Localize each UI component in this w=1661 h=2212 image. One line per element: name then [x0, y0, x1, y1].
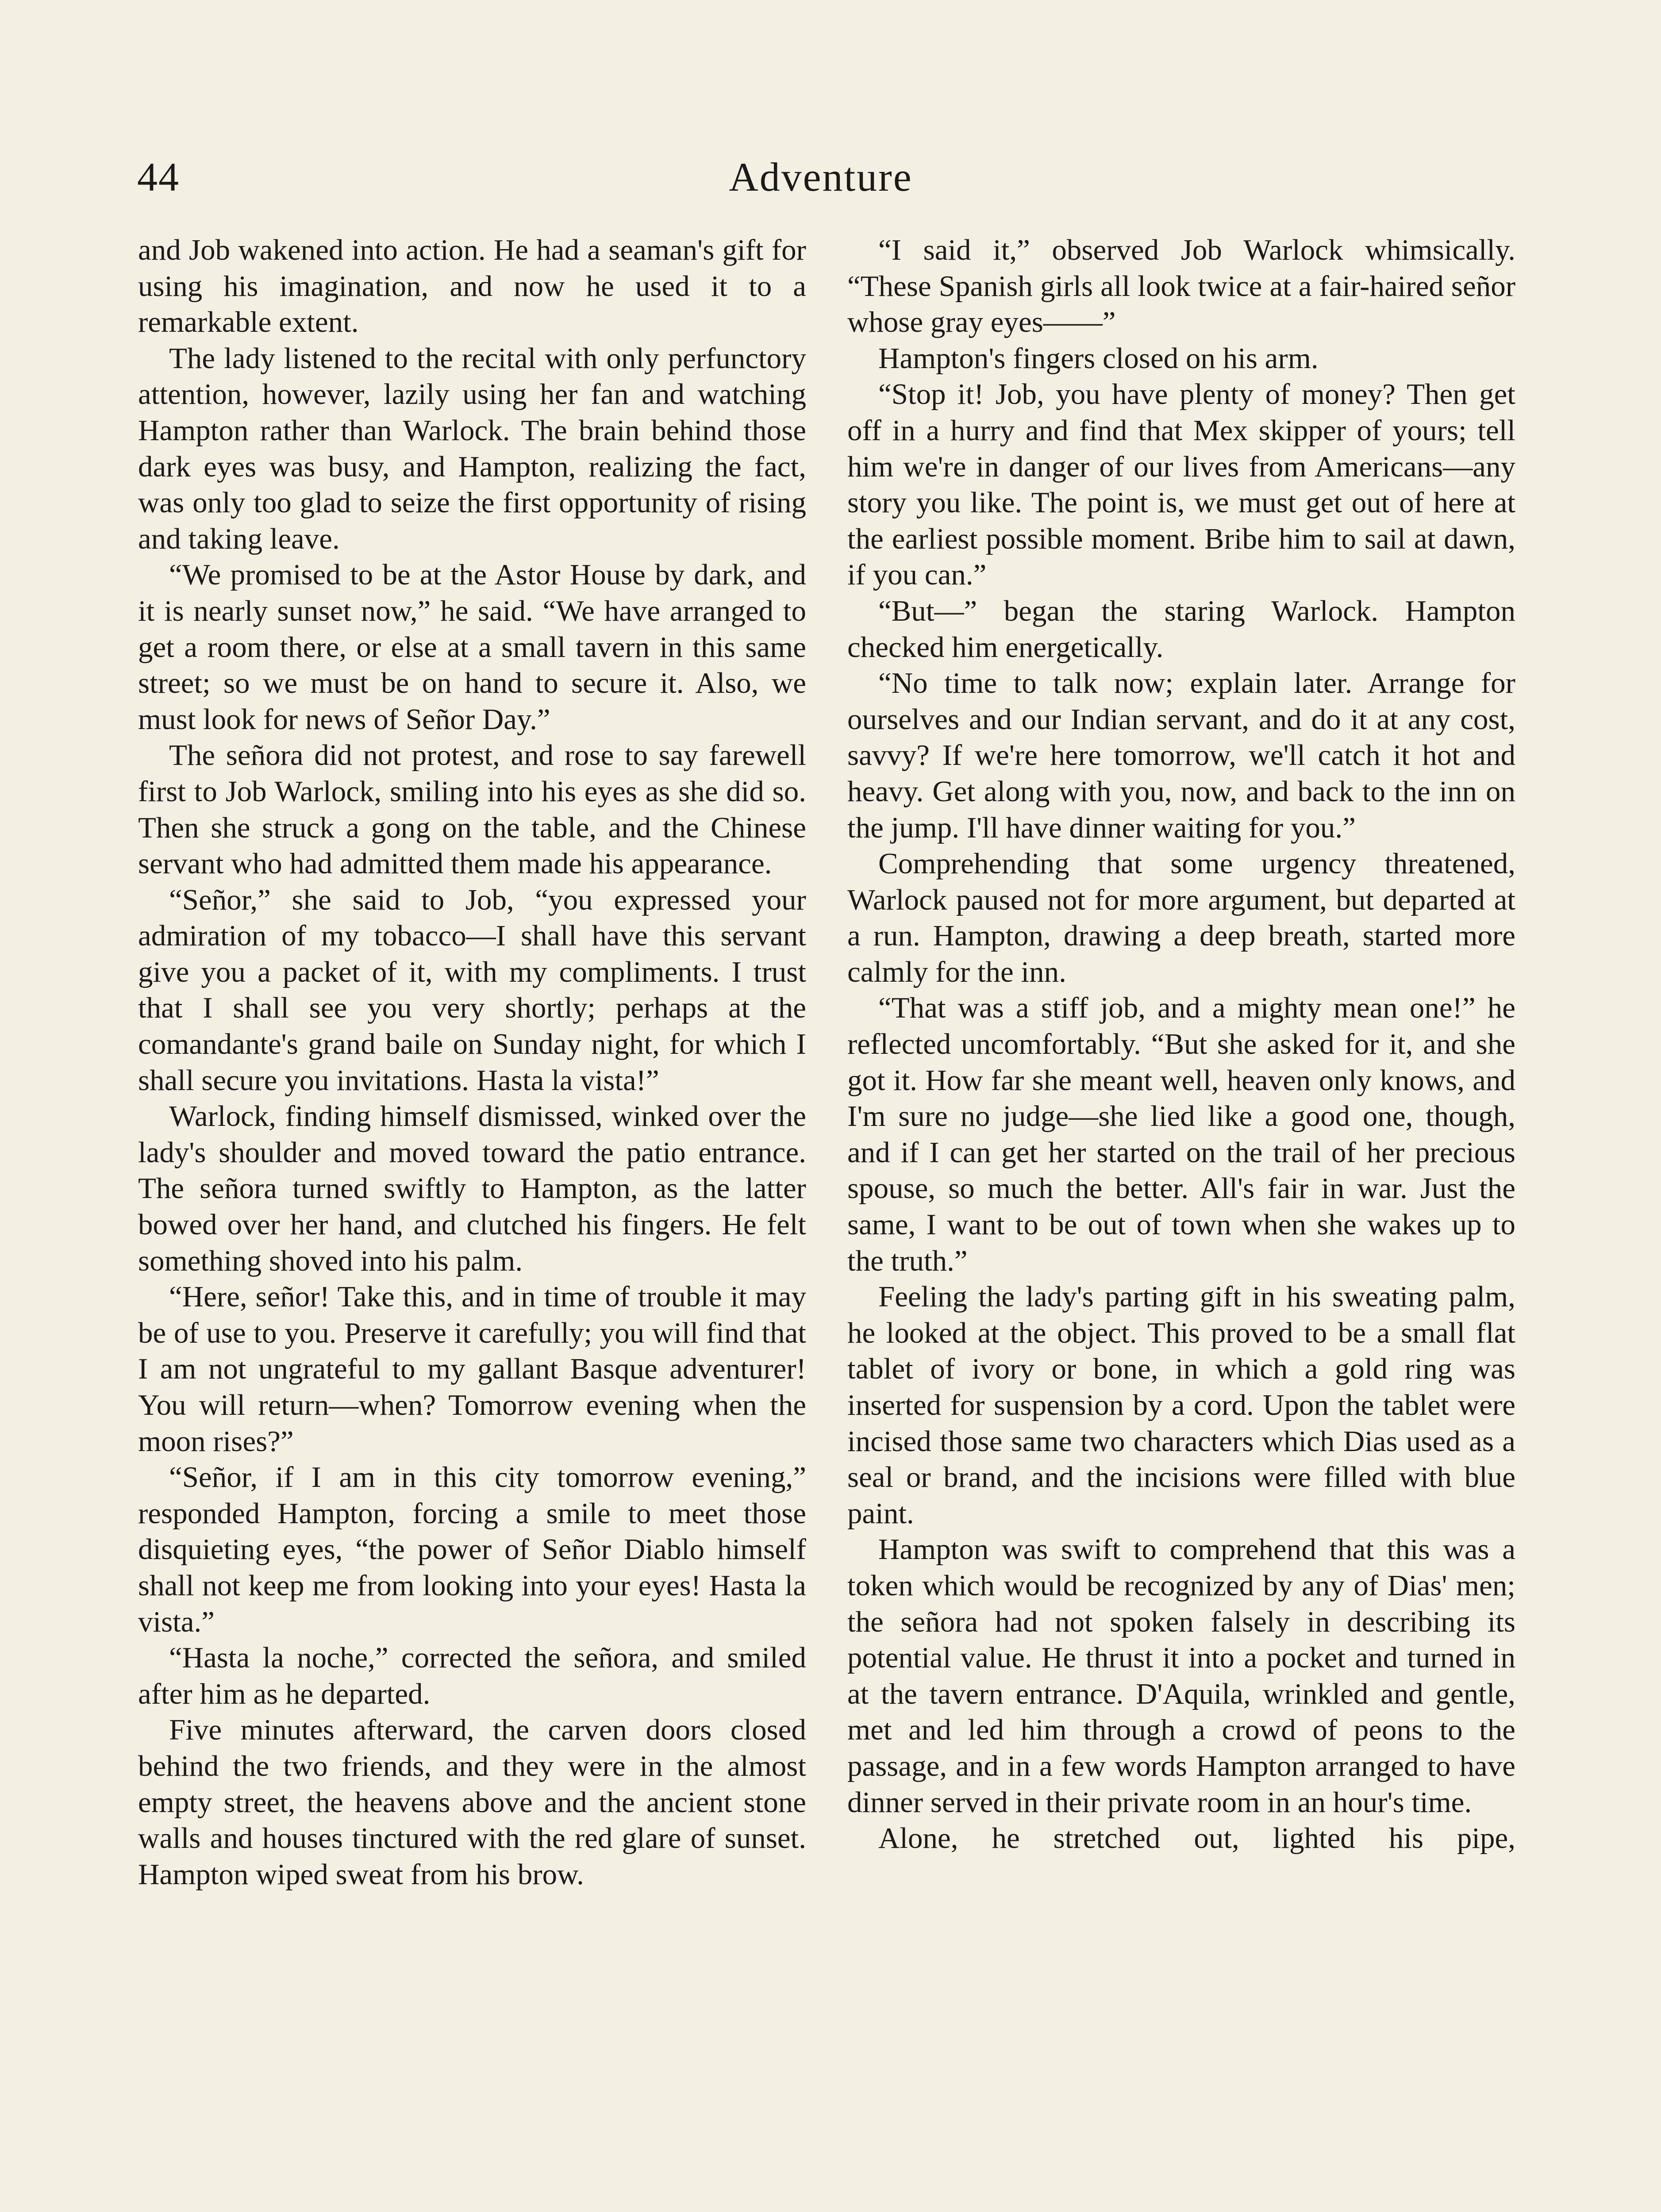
paragraph: “That was a stiff job, and a mighty mean one!” he reflected uncomfortably. “But she asked for it, and she got it. How far she meant well, heaven only knows, and I'm sure no judge—she lied like a good one, though, and if I can get her started on the trail of her precious spouse, so much the better. All's fair in war. Just the same, I want to be out of town when she wakes up to the truth.” [847, 991, 1515, 1277]
right-column [847, 232, 1515, 2212]
paragraph: Hampton was swift to comprehend that this was a token which would be recognized by any of Dias' men; the señora had not spoken falsely in describing its potential value. He thrust it into a pocket and turned in at the tavern entrance. D'Aquila, wrinkled and gentle, met and led him through a crowd of peons to the passage, and in a few words Hampton arranged to have dinner served in their private room in an hour's time. [847, 1533, 1515, 1819]
paragraph: Five minutes afterward, the carven doors closed behind the two friends, and they were in the almost empty street, the heavens above and the ancient stone walls and houses tinctured with the red glare of sunset. Hampton wiped sweat from his brow. [138, 1713, 806, 1891]
paragraph: “We promised to be at the Astor House by dark, and it is nearly sunset now,” he said. “We have arranged to get a room there, or else at a small tavern in this same street; so we must be on hand to secure it. Also, we must look for news of Señor Day.” [138, 558, 806, 736]
paragraph: The lady listened to the recital with only perfunctory attention, however, lazily using her fan and watching Hampton rather than Warlock. The brain behind those dark eyes was busy, and Hampton, realizing the fact, was only too glad to seize the first opportunity of rising and taking leave. [138, 342, 806, 555]
left-column [138, 232, 806, 2212]
paragraph: “Señor,” she said to Job, “you expressed your admiration of my tobacco—I shall have this servant give you a packet of it, with my compliments. I trust that I shall see you very shortly; perhaps at the comandante's grand baile on Sunday night, for which I shall secure you invitations. Hasta la vista!” [138, 883, 806, 1097]
paragraph: Alone, he stretched out, lighted his pipe, [878, 1822, 1515, 1855]
paragraph: “Señor, if I am in this city tomorrow evening,” responded Hampton, forcing a smile to meet those disquieting eyes, “the power of Señor Diablo himself shall not keep me from looking into your eyes! Hasta la vista.” [138, 1461, 806, 1638]
paragraph: The señora did not protest, and rose to say farewell first to Job Warlock, smiling into his eyes as she did so. Then she struck a gong on the table, and the Chinese servant who had admitted them made his appearance. [138, 739, 806, 880]
paragraph: “No time to talk now; explain later. Arrange for ourselves and our Indian servant, and do it at any cost, savvy? If we're here tomorrow, we'll catch it hot and heavy. Get along with you, now, and back to the inn on the jump. I'll have dinner waiting for you.” [847, 667, 1515, 844]
paragraph: “Here, señor! Take this, and in time of trouble it may be of use to you. Preserve it carefully; you will find that I am not ungrateful to my gallant Basque adventurer! You will return—when? Tomorrow evening when the moon rises?” [138, 1280, 806, 1458]
paragraph: Comprehending that some urgency threatened, Warlock paused not for more argument, but departed at a run. Hampton, drawing a deep breath, started more calmly for the inn. [847, 847, 1515, 988]
paragraph: Warlock, finding himself dismissed, winked over the lady's shoulder and moved toward the patio entrance. The señora turned swiftly to Hampton, as the latter bowed over her hand, and clutched his fingers. He felt something shoved into his palm. [138, 1100, 806, 1277]
paragraph: and Job wakened into action. He had a seaman's gift for using his imagination, and now he used it to a remarkable extent. [138, 234, 806, 339]
paragraph: “But—” began the staring Warlock. Hampton checked him energetically. [847, 594, 1515, 664]
paragraph: “Stop it! Job, you have plenty of money? Then get off in a hurry and find that Mex skipper of yours; tell him we're in danger of our lives from Americans—any story you like. The point is, we must get out of here at the earliest possible moment. Bribe him to sail at dawn, if you can.” [847, 378, 1515, 591]
page-header [137, 146, 1504, 208]
paragraph: “Hasta la noche,” corrected the señora, and smiled after him as he departed. [138, 1641, 806, 1710]
page-number: 44 [137, 154, 180, 200]
paragraph: Hampton's fingers closed on his arm. [878, 342, 1319, 375]
paragraph: Feeling the lady's parting gift in his sweating palm, he looked at the object. This proved to be a small flat tablet of ivory or bone, in which a gold ring was inserted for suspension by a cord. Upon the tablet were incised those same two characters which Dias used as a seal or brand, and the incisions were filled with blue paint. [847, 1280, 1515, 1530]
magazine-title: Adventure [729, 154, 913, 200]
paragraph: “I said it,” observed Job Warlock whimsically. “These Spanish girls all look twice at a fair-haired señor whose gray eyes——” [847, 234, 1515, 339]
